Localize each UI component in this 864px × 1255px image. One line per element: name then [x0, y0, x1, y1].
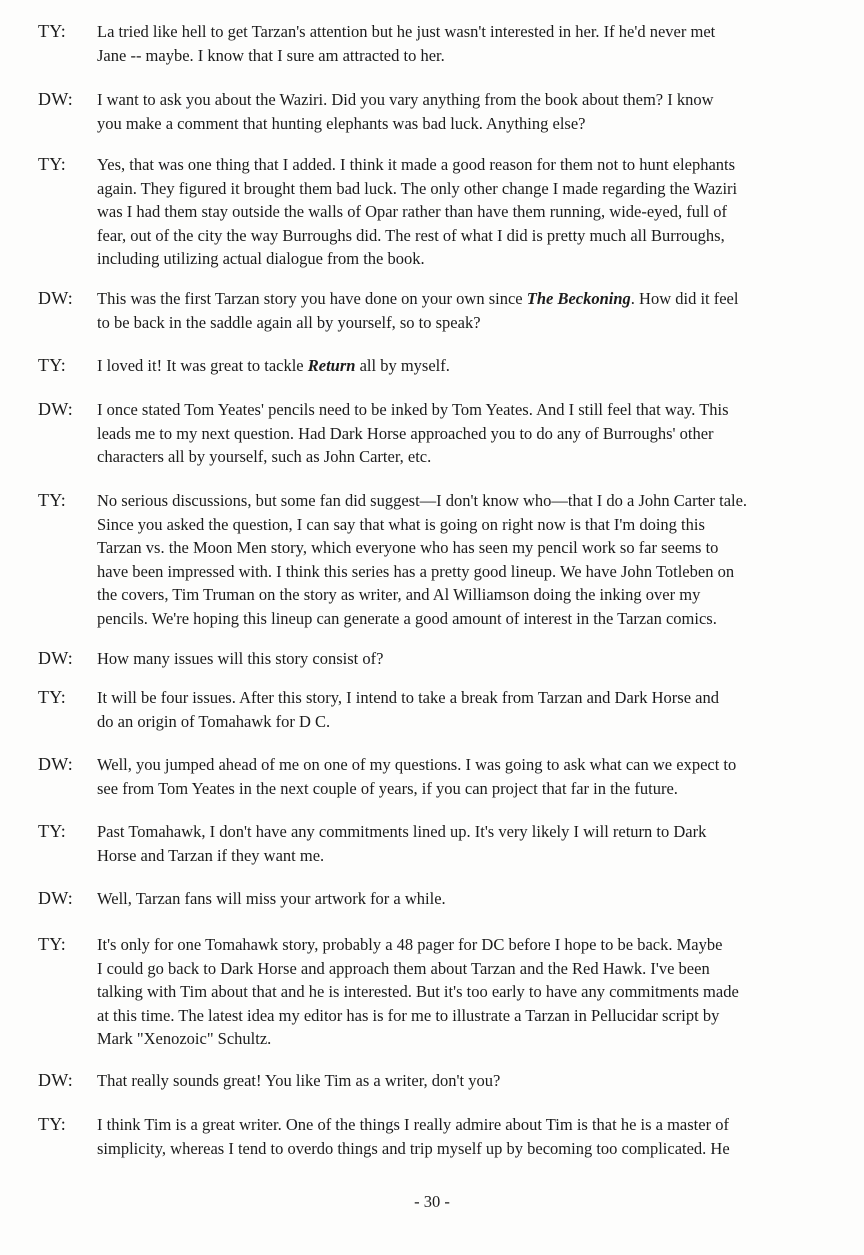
text-line: Well, you jumped ahead of me on one of my questions. I was going to ask what can we expect to — [97, 755, 737, 774]
text-line: That really sounds great! You like Tim as a writer, don't you? — [97, 1071, 501, 1090]
text-line: It's only for one Tomahawk story, probably a 48 pager for DC before I hope to be back. Maybe — [97, 935, 723, 954]
entry-text — [97, 933, 822, 1051]
text-line: including utilizing actual dialogue from the book. — [97, 249, 425, 268]
text-line: I think Tim is a great writer. One of the things I really admire about Tim is that he is a master of — [97, 1115, 729, 1134]
text-segment: I loved it! It was great to tackle — [97, 356, 308, 375]
text-line: talking with Tim about that and he is interested. But it's too early to have any commitments made — [97, 982, 739, 1001]
entry-text — [97, 153, 822, 271]
speaker-label: TY: — [38, 687, 66, 707]
entry-text — [97, 887, 822, 911]
text-line: characters all by yourself, such as John Carter, etc. — [97, 447, 432, 466]
text-segment: all by myself. — [355, 356, 450, 375]
text-line: have been impressed with. I think this series has a pretty good lineup. We have John Totleben on — [97, 561, 735, 581]
entry-text — [97, 686, 822, 733]
speaker-label: DW: — [38, 754, 73, 774]
text-line: see from Tom Yeates in the next couple of years, if you can project that far in the future. — [97, 778, 678, 798]
text-line: Past Tomahawk, I don't have any commitments lined up. It's very likely I will return to Dark — [97, 822, 707, 841]
text-line: pencils. We're hoping this lineup can generate a good amount of interest in the Tarzan comics. — [97, 608, 717, 628]
text-line: How many issues will this story consist of? — [97, 649, 384, 668]
text-line: It will be four issues. After this story, I intend to take a break from Tarzan and Dark Horse and — [97, 688, 719, 707]
text-segment: . How did it feel — [630, 289, 739, 308]
text-line: No serious discussions, but some fan did suggest—I don't know who—that I do a John Carter tale. — [97, 491, 748, 510]
entry-text — [97, 489, 822, 630]
speaker-label: TY: — [38, 821, 66, 841]
entry-text — [97, 753, 822, 800]
speaker-label: TY: — [38, 154, 66, 174]
text-line: to be back in the saddle again all by yourself, so to speak? — [97, 312, 481, 332]
entry-text — [97, 287, 822, 334]
text-line: I want to ask you about the Waziri. Did you vary anything from the book about them? I know — [97, 90, 714, 109]
text-line: I once stated Tom Yeates' pencils need to be inked by Tom Yeates. And I still feel that way. This — [97, 400, 729, 419]
speaker-label: TY: — [38, 1114, 66, 1134]
text-line: fear, out of the city the way Burroughs did. The rest of what I did is pretty much all Burroughs, — [97, 225, 725, 245]
text-line: again. They figured it brought them bad luck. The only other change I made regarding the Waziri — [97, 178, 738, 198]
speaker-label: DW: — [38, 399, 73, 419]
text-line: Mark "Xenozoic" Schultz. — [97, 1029, 272, 1048]
entry-text — [97, 1113, 822, 1160]
speaker-label: DW: — [38, 648, 73, 668]
entry-text — [97, 354, 822, 378]
entry-text — [97, 1069, 822, 1093]
entry-text — [97, 398, 822, 469]
entry-text — [97, 647, 822, 671]
entry-text — [97, 820, 822, 867]
text-line: the covers, Tim Truman on the story as writer, and Al Williamson doing the inking over my — [97, 585, 701, 604]
speaker-label: DW: — [38, 288, 73, 308]
speaker-label: DW: — [38, 89, 73, 109]
text-line: Horse and Tarzan if they want me. — [97, 845, 325, 865]
text-line: you make a comment that hunting elephants was bad luck. Anything else? — [97, 113, 586, 133]
entry-text — [97, 20, 822, 67]
page-number: - 30 - — [414, 1192, 450, 1211]
text-segment: This was the first Tarzan story you have done on your own since — [97, 289, 527, 308]
text-line: was I had them stay outside the walls of Opar rather than have them running, wide-eyed, full of — [97, 202, 728, 221]
speaker-label: TY: — [38, 21, 66, 41]
text-line: Jane -- maybe. I know that I sure am attracted to her. — [97, 45, 445, 65]
text-line: I could go back to Dark Horse and approach them about Tarzan and the Red Hawk. I've been — [97, 958, 710, 978]
speaker-label: TY: — [38, 490, 66, 510]
text-line: Since you asked the question, I can say that what is going on right now is that I'm doing this — [97, 514, 705, 534]
book-title: Return — [307, 356, 356, 375]
entry-text — [97, 88, 822, 135]
book-title: The Beckoning — [526, 289, 631, 308]
text-line: Well, Tarzan fans will miss your artwork for a while. — [97, 889, 446, 908]
text-line: simplicity, whereas I tend to overdo things and trip myself up by becoming too complicated. He — [97, 1138, 730, 1158]
speaker-label: DW: — [38, 888, 73, 908]
speaker-label: DW: — [38, 1070, 73, 1090]
text-line: do an origin of Tomahawk for D C. — [97, 711, 331, 731]
text-line: Tarzan vs. the Moon Men story, which everyone who has seen my pencil work so far seems to — [97, 538, 719, 557]
text-line — [97, 354, 822, 378]
text-line: Yes, that was one thing that I added. I think it made a good reason for them not to hunt elephants — [97, 155, 736, 174]
text-line: at this time. The latest idea my editor has is for me to illustrate a Tarzan in Pellucidar script by — [97, 1005, 720, 1025]
speaker-label: TY: — [38, 355, 66, 375]
speaker-label: TY: — [38, 934, 66, 954]
text-line: leads me to my next question. Had Dark Horse approached you to do any of Burroughs' other — [97, 423, 714, 443]
text-line: La tried like hell to get Tarzan's attention but he just wasn't interested in her. If he'd never met — [97, 22, 716, 41]
text-line — [97, 287, 822, 311]
